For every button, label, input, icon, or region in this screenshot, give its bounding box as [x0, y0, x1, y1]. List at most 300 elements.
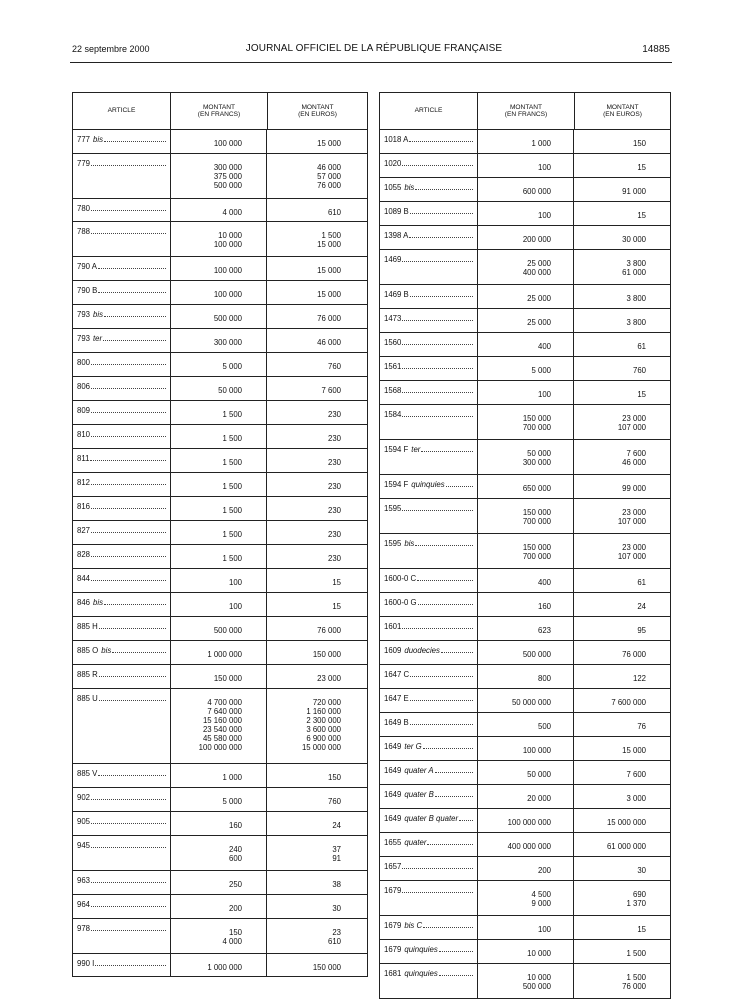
francs-amount: 150 000 — [522, 508, 551, 517]
table-row — [380, 785, 670, 809]
table-row — [73, 895, 367, 919]
article-number: 779 — [77, 159, 91, 168]
euros-amount: 230 — [327, 410, 341, 419]
table-row — [380, 737, 670, 761]
dot-leader — [99, 670, 166, 677]
francs-amount: 500 000 — [213, 314, 242, 323]
euros-amount: 6 900 000 — [306, 734, 341, 743]
table-row — [73, 954, 367, 976]
francs-amount: 50 000 — [527, 449, 551, 458]
table-row — [73, 154, 367, 199]
francs-cell — [477, 737, 573, 760]
article-suffix: quater B quater — [404, 814, 459, 823]
dot-leader — [410, 207, 473, 214]
francs-cell — [477, 475, 573, 498]
francs-amount: 5 000 — [222, 362, 242, 371]
francs-amount: 50 000 000 — [511, 698, 551, 707]
header-euros — [267, 93, 367, 129]
article-cell — [380, 381, 477, 404]
article-cell — [73, 665, 170, 688]
article-number: 1649 — [384, 742, 402, 751]
article-number: 828 — [77, 550, 91, 559]
francs-amount: 10 000 — [218, 231, 242, 240]
header-euros — [574, 93, 670, 129]
table-row — [380, 713, 670, 737]
article-number: 885 R — [77, 670, 98, 679]
francs-amount: 25 000 — [527, 318, 551, 327]
dot-leader — [402, 362, 473, 369]
francs-amount: 100 — [228, 602, 242, 611]
table-row — [73, 473, 367, 497]
table-row — [380, 357, 670, 381]
article-number: 816 — [77, 502, 91, 511]
francs-cell — [170, 401, 266, 424]
dot-leader — [91, 900, 166, 907]
francs-amount: 700 000 — [522, 423, 551, 432]
euros-cell — [573, 405, 670, 439]
euros-amount: 610 — [327, 208, 341, 217]
francs-amount: 150 000 — [213, 674, 242, 683]
euros-amount: 15 000 000 — [606, 818, 646, 827]
euros-amount: 7 600 000 — [611, 698, 646, 707]
francs-cell — [170, 199, 266, 221]
euros-amount: 24 — [637, 602, 646, 611]
euros-amount: 107 000 — [617, 552, 646, 561]
dot-leader — [98, 262, 166, 269]
article-number: 902 — [77, 793, 91, 802]
dot-leader — [427, 838, 473, 845]
dot-leader — [402, 314, 473, 321]
table-row — [73, 257, 367, 281]
article-suffix: bis C — [404, 921, 423, 930]
header-article — [380, 93, 477, 129]
francs-amount: 5 000 — [531, 366, 551, 375]
dot-leader — [418, 598, 473, 605]
dot-leader — [91, 430, 166, 437]
francs-cell — [477, 534, 573, 568]
euros-cell — [573, 713, 670, 736]
article-cell — [380, 881, 477, 915]
francs-cell — [170, 895, 266, 918]
dot-leader — [402, 410, 473, 417]
francs-amount: 1 500 — [222, 458, 242, 467]
francs-amount: 1 500 — [222, 410, 242, 419]
francs-amount: 100 — [537, 211, 551, 220]
table-row — [380, 285, 670, 309]
dot-leader — [439, 945, 473, 952]
francs-amount: 20 000 — [527, 794, 551, 803]
francs-amount: 100 — [537, 925, 551, 934]
euros-amount: 61 000 — [622, 268, 646, 277]
left-table-body — [73, 130, 367, 976]
article-number: 806 — [77, 382, 91, 391]
article-number: 827 — [77, 526, 91, 535]
dot-leader — [435, 766, 473, 773]
francs-amount: 600 — [228, 854, 242, 863]
article-cell — [73, 919, 170, 953]
article-cell — [380, 940, 477, 963]
euros-cell — [266, 871, 367, 894]
euros-amount: 46 000 — [317, 163, 341, 172]
table-row — [380, 178, 670, 202]
article-cell — [380, 333, 477, 356]
euros-cell — [266, 449, 367, 472]
left-table — [72, 92, 368, 977]
francs-cell — [477, 154, 573, 177]
article-number: 1679 — [384, 945, 402, 954]
francs-cell — [170, 497, 266, 520]
dot-leader — [91, 876, 166, 883]
euros-amount: 91 000 — [622, 187, 646, 196]
article-cell — [73, 329, 170, 352]
euros-amount: 37 — [332, 845, 341, 854]
article-cell — [380, 285, 477, 308]
article-number: 1020 — [384, 159, 402, 168]
header-rule — [70, 62, 672, 63]
francs-cell — [477, 689, 573, 712]
francs-cell — [170, 569, 266, 592]
francs-cell — [477, 881, 573, 915]
dot-leader — [459, 814, 473, 821]
euros-amount: 3 800 — [626, 294, 646, 303]
euros-cell — [573, 737, 670, 760]
francs-amount: 10 000 — [527, 949, 551, 958]
francs-amount: 45 580 000 — [202, 734, 242, 743]
right-table-body — [380, 130, 670, 998]
right-table-header — [380, 93, 670, 130]
francs-amount: 1 500 — [222, 530, 242, 539]
article-cell — [380, 689, 477, 712]
dot-leader — [91, 406, 166, 413]
euros-amount: 15 000 — [317, 266, 341, 275]
article-number: 945 — [77, 841, 91, 850]
article-cell — [73, 617, 170, 640]
euros-amount: 150 — [327, 773, 341, 782]
header-article — [73, 93, 170, 129]
table-row — [73, 593, 367, 617]
table-row — [380, 250, 670, 285]
table-row — [380, 809, 670, 833]
euros-amount: 61 — [637, 578, 646, 587]
article-number: 1469 — [384, 255, 402, 264]
euros-amount: 3 600 000 — [306, 725, 341, 734]
euros-cell — [266, 130, 367, 153]
dot-leader — [91, 159, 166, 166]
euros-cell — [573, 569, 670, 592]
francs-cell — [170, 377, 266, 400]
francs-amount: 300 000 — [213, 338, 242, 347]
francs-amount: 500 000 — [213, 181, 242, 190]
euros-amount: 23 000 — [622, 414, 646, 423]
francs-cell — [477, 857, 573, 880]
article-cell — [380, 440, 477, 474]
article-number: 1649 — [384, 814, 402, 823]
euros-amount: 7 600 — [321, 386, 341, 395]
francs-amount: 100 000 — [213, 290, 242, 299]
francs-cell — [170, 545, 266, 568]
francs-amount: 600 000 — [522, 187, 551, 196]
francs-amount: 100 — [228, 578, 242, 587]
article-number: 1649 — [384, 766, 402, 775]
dot-leader — [95, 959, 166, 966]
article-suffix: bis — [101, 646, 112, 655]
header-francs-line1: MONTANT — [509, 103, 543, 111]
euros-cell — [266, 665, 367, 688]
article-cell — [73, 305, 170, 328]
euros-amount: 230 — [327, 482, 341, 491]
francs-cell — [477, 333, 573, 356]
table-row — [380, 499, 670, 534]
francs-amount: 150 000 — [522, 414, 551, 423]
article-cell — [380, 593, 477, 616]
francs-amount: 650 000 — [522, 484, 551, 493]
table-row — [380, 964, 670, 998]
euros-cell — [573, 475, 670, 498]
francs-amount: 700 000 — [522, 517, 551, 526]
francs-amount: 25 000 — [527, 259, 551, 268]
article-suffix: ter — [411, 445, 421, 454]
francs-cell — [477, 250, 573, 284]
euros-cell — [573, 809, 670, 832]
journal-title: JOURNAL OFFICIEL DE LA RÉPUBLIQUE FRANÇAISE — [245, 43, 503, 54]
article-number: 1473 — [384, 314, 402, 323]
dot-leader — [441, 646, 473, 653]
article-number: 1609 — [384, 646, 402, 655]
header-article-label: ARTICLE — [414, 107, 443, 115]
euros-amount: 76 — [637, 722, 646, 731]
header-euros-line2: (EN EUROS) — [603, 111, 642, 118]
article-cell — [380, 641, 477, 664]
article-number: 1594 F — [384, 445, 409, 454]
article-number: 1647 C — [384, 670, 410, 679]
dot-leader — [402, 886, 473, 893]
francs-amount: 4 000 — [222, 208, 242, 217]
euros-amount: 15 — [332, 602, 341, 611]
francs-amount: 375 000 — [213, 172, 242, 181]
euros-cell — [266, 154, 367, 198]
dot-leader — [415, 183, 473, 190]
francs-amount: 4 700 000 — [207, 698, 242, 707]
dot-leader — [415, 539, 473, 546]
header-euros-line1: MONTANT — [606, 103, 639, 111]
euros-cell — [573, 357, 670, 380]
article-cell — [380, 226, 477, 249]
euros-amount: 15 000 — [622, 746, 646, 755]
francs-amount: 23 540 000 — [202, 725, 242, 734]
euros-amount: 720 000 — [312, 698, 341, 707]
euros-cell — [266, 222, 367, 256]
euros-cell — [573, 940, 670, 963]
dot-leader — [91, 382, 166, 389]
euros-amount: 7 600 — [626, 449, 646, 458]
euros-amount: 1 160 000 — [306, 707, 341, 716]
francs-cell — [170, 222, 266, 256]
francs-amount: 1 000 000 — [207, 650, 242, 659]
article-number: 1600-0 C — [384, 574, 417, 583]
dot-leader — [91, 358, 166, 365]
dot-leader — [99, 694, 166, 701]
table-row — [73, 305, 367, 329]
francs-cell — [477, 593, 573, 616]
article-number: 793 — [77, 334, 91, 343]
euros-cell — [573, 534, 670, 568]
table-row — [73, 812, 367, 836]
table-row — [73, 641, 367, 665]
francs-amount: 400 000 — [522, 268, 551, 277]
francs-amount: 1 500 — [222, 482, 242, 491]
francs-amount: 150 — [228, 928, 242, 937]
article-number: 1560 — [384, 338, 402, 347]
article-suffix: quater — [404, 838, 427, 847]
article-number: 1584 — [384, 410, 402, 419]
francs-amount: 15 160 000 — [202, 716, 242, 725]
euros-cell — [573, 499, 670, 533]
dot-leader — [104, 135, 166, 142]
francs-cell — [170, 353, 266, 376]
table-row — [73, 449, 367, 473]
table-row — [380, 916, 670, 940]
francs-cell — [477, 940, 573, 963]
euros-cell — [266, 764, 367, 787]
table-row — [380, 202, 670, 226]
table-row — [73, 199, 367, 222]
euros-cell — [573, 154, 670, 177]
francs-amount: 1 500 — [222, 554, 242, 563]
article-number: 1647 E — [384, 694, 409, 703]
dot-leader — [112, 646, 166, 653]
article-number: 812 — [77, 478, 91, 487]
euros-cell — [266, 617, 367, 640]
article-number: 1600-0 G — [384, 598, 417, 607]
table-row — [73, 497, 367, 521]
article-number: 788 — [77, 227, 91, 236]
euros-amount: 230 — [327, 458, 341, 467]
euros-cell — [573, 665, 670, 688]
francs-amount: 200 — [228, 904, 242, 913]
francs-amount: 5 000 — [222, 797, 242, 806]
euros-amount: 1 500 — [626, 949, 646, 958]
francs-cell — [170, 954, 266, 976]
article-cell — [380, 761, 477, 784]
francs-amount: 700 000 — [522, 552, 551, 561]
francs-amount: 100 — [537, 390, 551, 399]
dot-leader — [402, 862, 473, 869]
article-cell — [380, 357, 477, 380]
article-cell — [73, 281, 170, 304]
table-row — [380, 881, 670, 916]
table-row — [73, 353, 367, 377]
header-francs-line1: MONTANT — [202, 103, 236, 111]
article-number: 1649 — [384, 790, 402, 799]
table-row — [73, 425, 367, 449]
article-cell — [380, 785, 477, 808]
francs-amount: 500 000 — [522, 982, 551, 991]
article-number: 1595 — [384, 504, 402, 513]
dot-leader — [103, 334, 166, 341]
francs-cell — [170, 919, 266, 953]
article-cell — [380, 665, 477, 688]
francs-cell — [170, 257, 266, 280]
table-row — [380, 309, 670, 333]
article-suffix: bis — [93, 135, 103, 144]
francs-amount: 1 000 000 — [207, 963, 242, 972]
euros-cell — [266, 836, 367, 870]
dot-leader — [99, 622, 166, 629]
table-row — [73, 788, 367, 812]
article-cell — [380, 857, 477, 880]
dot-leader — [91, 227, 166, 234]
article-cell — [380, 809, 477, 832]
euros-cell — [573, 857, 670, 880]
francs-cell — [170, 449, 266, 472]
article-cell — [73, 449, 170, 472]
article-cell — [73, 593, 170, 616]
article-cell — [73, 836, 170, 870]
dot-leader — [402, 255, 473, 262]
francs-cell — [477, 916, 573, 939]
francs-amount: 1 000 — [222, 773, 242, 782]
table-row — [380, 130, 670, 154]
article-number: 811 — [77, 454, 90, 463]
header-euros-line1: MONTANT — [301, 103, 334, 111]
table-row — [73, 871, 367, 895]
euros-amount: 76 000 — [317, 626, 341, 635]
dot-leader — [409, 135, 473, 142]
dot-leader — [446, 480, 473, 487]
euros-amount: 7 600 — [626, 770, 646, 779]
francs-cell — [170, 617, 266, 640]
francs-amount: 100 000 000 — [507, 818, 551, 827]
table-row — [380, 405, 670, 440]
table-row — [380, 440, 670, 475]
table-row — [380, 641, 670, 665]
francs-amount: 300 000 — [522, 458, 551, 467]
euros-amount: 15 000 — [317, 290, 341, 299]
article-cell — [73, 812, 170, 835]
table-row — [380, 154, 670, 178]
euros-amount: 76 000 — [622, 982, 646, 991]
francs-cell — [477, 202, 573, 225]
dot-leader — [423, 742, 473, 749]
dot-leader — [410, 670, 473, 677]
euros-cell — [266, 545, 367, 568]
dot-leader — [90, 454, 166, 461]
francs-cell — [170, 473, 266, 496]
francs-cell — [477, 405, 573, 439]
article-number: 905 — [77, 817, 91, 826]
francs-amount: 50 000 — [527, 770, 551, 779]
francs-cell — [477, 285, 573, 308]
francs-cell — [170, 425, 266, 448]
article-suffix: bis — [404, 183, 415, 192]
euros-amount: 230 — [327, 554, 341, 563]
euros-cell — [266, 353, 367, 376]
article-cell — [73, 130, 170, 153]
dot-leader — [91, 793, 166, 800]
article-cell — [380, 499, 477, 533]
table-row — [73, 222, 367, 257]
euros-cell — [573, 250, 670, 284]
article-cell — [73, 871, 170, 894]
article-cell — [73, 569, 170, 592]
article-number: 885 V — [77, 769, 98, 778]
euros-cell — [266, 954, 367, 976]
article-cell — [73, 497, 170, 520]
euros-cell — [573, 333, 670, 356]
euros-amount: 15 — [332, 578, 341, 587]
francs-cell — [477, 569, 573, 592]
francs-amount: 1 500 — [222, 434, 242, 443]
